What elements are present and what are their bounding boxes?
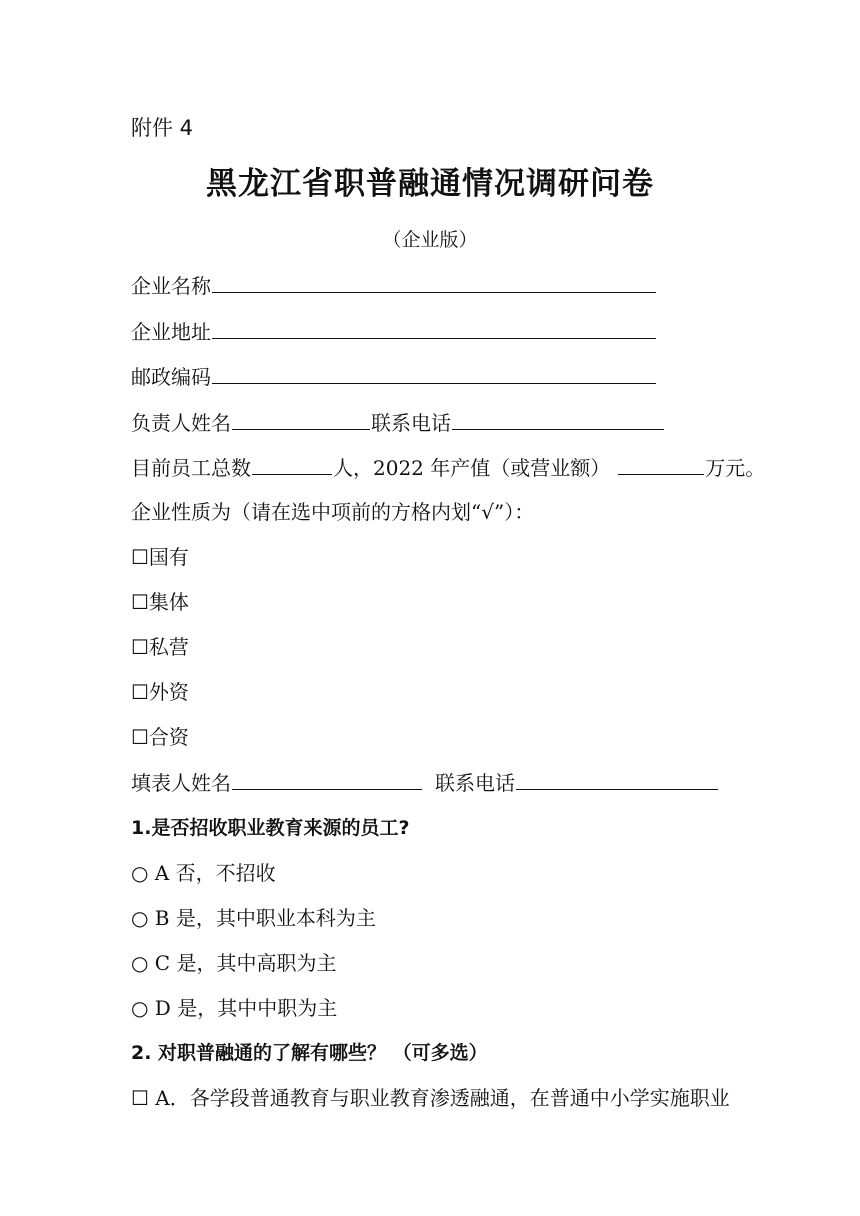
postal-code-label: 邮政编码 bbox=[131, 365, 211, 389]
q1-option-b[interactable]: ○ B 是，其中职业本科为主 bbox=[131, 906, 376, 930]
company-name-field[interactable] bbox=[212, 272, 656, 293]
filler-phone-label: 联系电话 bbox=[435, 771, 515, 795]
contact-phone-field[interactable] bbox=[452, 409, 664, 430]
filler-row bbox=[131, 769, 719, 796]
question-2: 2. 对职普融通的了解有哪些？ （可多选） bbox=[131, 1042, 488, 1064]
filler-name-field[interactable] bbox=[232, 769, 422, 790]
postal-code-field[interactable] bbox=[212, 363, 656, 384]
page-title: 黑龙江省职普融通情况调研问卷 bbox=[206, 166, 654, 202]
nature-option-private[interactable]: ☐私营 bbox=[131, 635, 189, 659]
output-value-field[interactable] bbox=[618, 454, 704, 475]
question-1: 1.是否招收职业教育来源的员工? bbox=[131, 817, 410, 839]
nature-option-collective[interactable]: ☐集体 bbox=[131, 590, 189, 614]
company-address-row bbox=[131, 318, 657, 345]
contact-phone-label: 联系电话 bbox=[371, 411, 451, 435]
nature-option-joint-venture[interactable]: ☐合资 bbox=[131, 725, 189, 749]
postal-code-row bbox=[131, 363, 657, 390]
output-unit-label: 万元。 bbox=[705, 456, 766, 480]
output-value-label: 人，2022 年产值（或营业额） bbox=[333, 456, 611, 480]
filler-name-label: 填表人姓名 bbox=[131, 771, 231, 795]
nature-prompt: 企业性质为（请在选中项前的方格内划“√”）： bbox=[131, 500, 535, 524]
nature-option-state-owned[interactable]: ☐国有 bbox=[131, 545, 189, 569]
person-in-charge-label: 负责人姓名 bbox=[131, 411, 231, 435]
attachment-label: 附件 4 bbox=[131, 116, 194, 140]
q1-option-c[interactable]: ○ C 是，其中高职为主 bbox=[131, 951, 337, 975]
q2-option-a[interactable]: ☐ A．各学段普通教育与职业教育渗透融通，在普通中小学实施职业 bbox=[131, 1086, 730, 1110]
employees-count-field[interactable] bbox=[252, 454, 332, 475]
company-name-label: 企业名称 bbox=[131, 274, 211, 298]
person-in-charge-field[interactable] bbox=[232, 409, 370, 430]
q1-option-d[interactable]: ○ D 是，其中中职为主 bbox=[131, 996, 338, 1020]
page-subtitle: （企业版） bbox=[382, 229, 478, 251]
q1-option-a[interactable]: ○ A 否，不招收 bbox=[131, 861, 276, 885]
nature-option-foreign[interactable]: ☐外资 bbox=[131, 680, 189, 704]
employees-row bbox=[131, 454, 765, 481]
company-name-row bbox=[131, 272, 657, 299]
company-address-field[interactable] bbox=[212, 318, 656, 339]
filler-phone-field[interactable] bbox=[516, 769, 718, 790]
employees-label: 目前员工总数 bbox=[131, 456, 251, 480]
company-address-label: 企业地址 bbox=[131, 320, 211, 344]
person-in-charge-row bbox=[131, 409, 665, 436]
